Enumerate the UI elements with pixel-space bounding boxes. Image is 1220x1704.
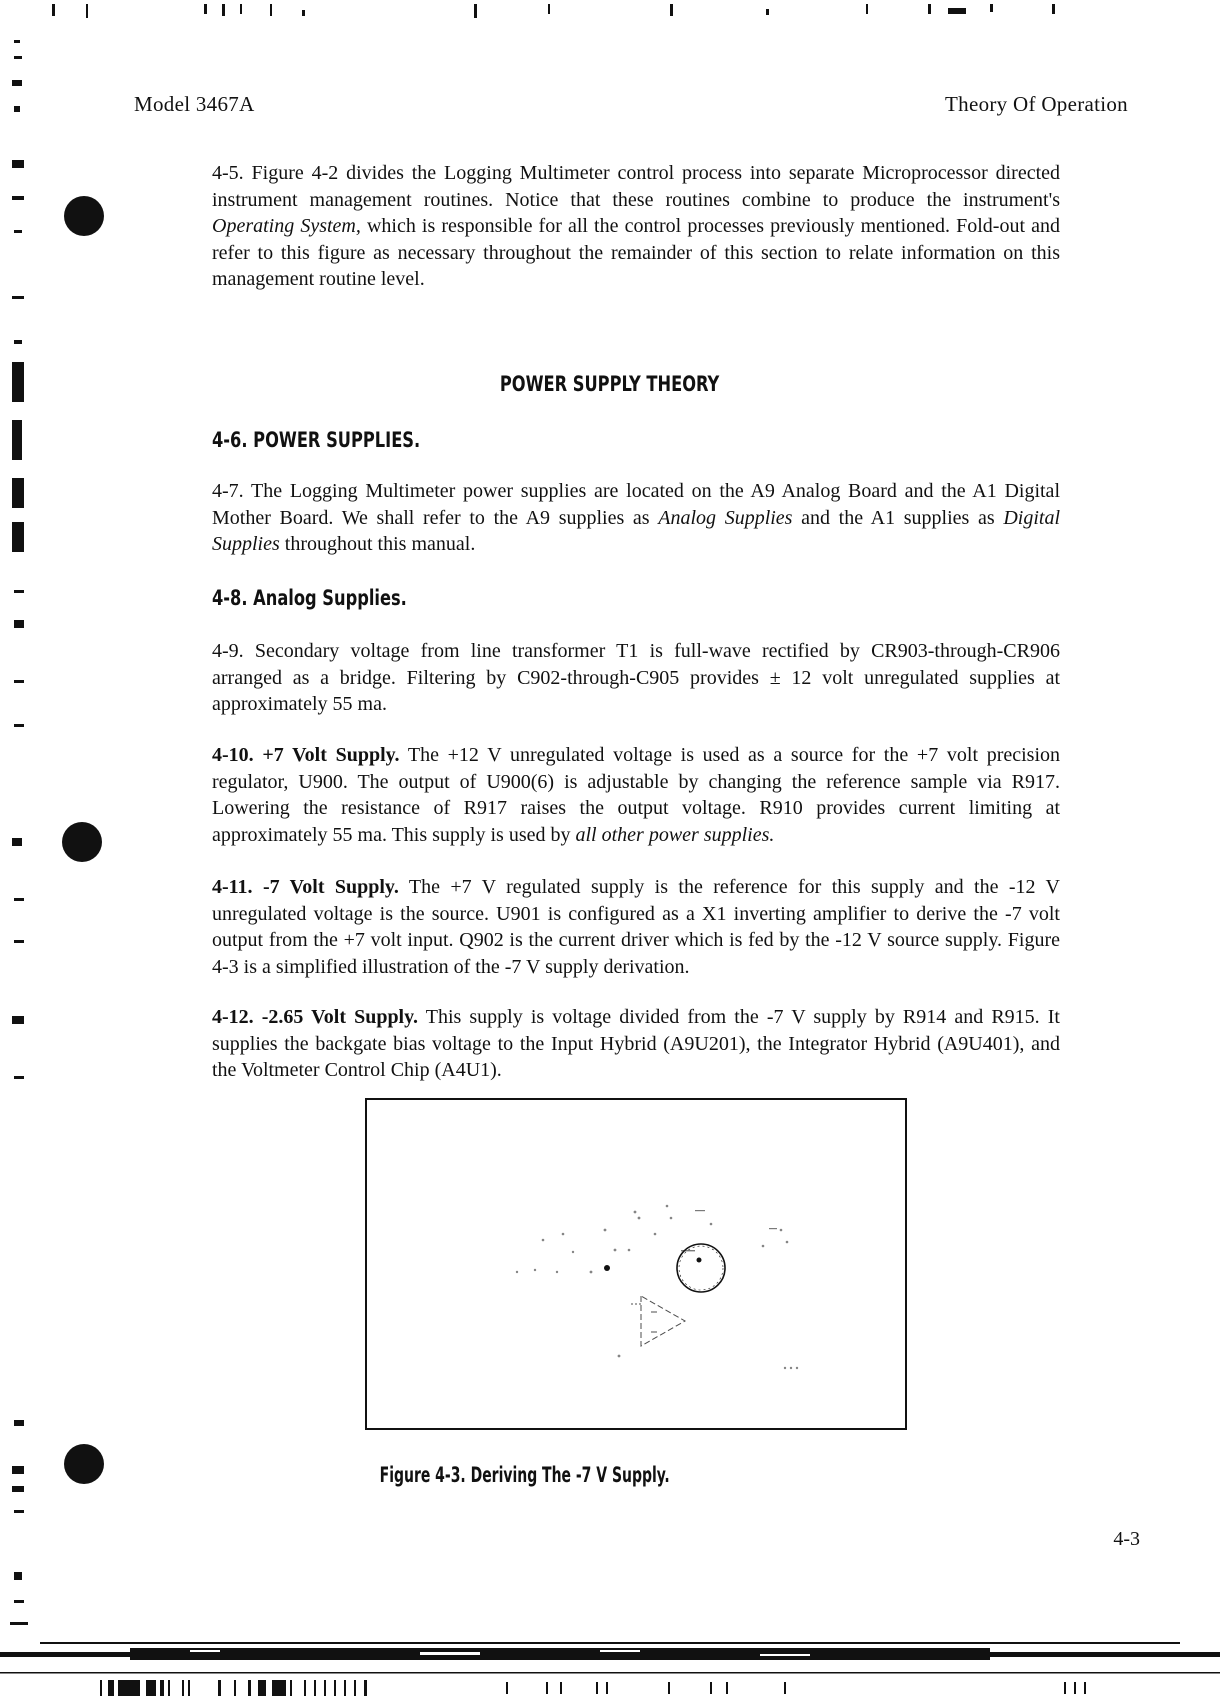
paragraph-4-10: 4-10. +7 Volt Supply. The +12 V unregulated voltage is used as a source for the +7 volt precision regulator, U900. The output of U900(6) is adjustable by changing the reference sample via R917. Lowering the resistance of R917 raises the output voltage. R910 provides current limiting at approximately 55 ma. This supply is used by all other power supplies. (212, 744, 1060, 846)
scan-top-edge (0, 0, 1220, 22)
section-title: POWER SUPPLY THEORY (500, 372, 720, 396)
paragraph-4-5: 4-5. Figure 4-2 divides the Logging Multimeter control process into separate Microprocessor directed instrument management routines. Notice that these routines combine to produce the instrument's Operating System, which is responsible for all the control processes previously mentioned. Fold-out and refer to this figure as necessary throughout the remainder of this section to relate information on this management routine level. (212, 162, 1060, 290)
binder-hole-middle (62, 822, 102, 862)
figure-4-3-frame (365, 1098, 907, 1430)
header-section: Theory Of Operation (945, 92, 1128, 116)
scan-bottom-edge (0, 1632, 1220, 1704)
paragraph-4-11: 4-11. -7 Volt Supply. The +7 V regulated supply is the reference for this supply and the -12 V unregulated voltage is the source. U901 is configured as a X1 inverting amplifier to derive the -7 volt output from the +7 volt input. Q902 is the current driver which is fed by the -12 V source supply. Figure 4-3 is a simplified illustration of the -7 V supply derivation. (212, 876, 1061, 978)
binder-hole-top (64, 196, 104, 236)
header-model: Model 3467A (134, 92, 255, 116)
paragraph-4-9: 4-9. Secondary voltage from line transformer T1 is full-wave rectified by CR903-through-CR906 arranged as a bridge. Filtering by C902-through-C905 provides ± 12 volt unregulated supplies at approximately 55 ma. (212, 640, 1060, 715)
scan-left-margin (0, 0, 40, 1704)
figure-caption: Figure 4-3. Deriving The -7 V Supply. (379, 1463, 670, 1487)
figure-4-3-schematic (367, 1100, 905, 1428)
heading-4-6: 4-6. POWER SUPPLIES. (212, 428, 421, 452)
paragraph-4-7: 4-7. The Logging Multimeter power supplies are located on the A9 Analog Board and the A1 Digital Mother Board. We shall refer to the A9 supplies as Analog Supplies and the A1 supplies as Digital Supplies throughout this manual. (212, 480, 1060, 555)
paragraph-4-12: 4-12. -2.65 Volt Supply. This supply is voltage divided from the -7 V supply by R914 and R915. It supplies the backgate bias voltage to the Input Hybrid (A9U201), the Integrator Hybrid (A9U401), and the Voltmeter Control Chip (A4U1). (212, 1006, 1060, 1081)
heading-4-8: 4-8. Analog Supplies. (212, 586, 407, 610)
page-number: 4-3 (1113, 1528, 1140, 1550)
